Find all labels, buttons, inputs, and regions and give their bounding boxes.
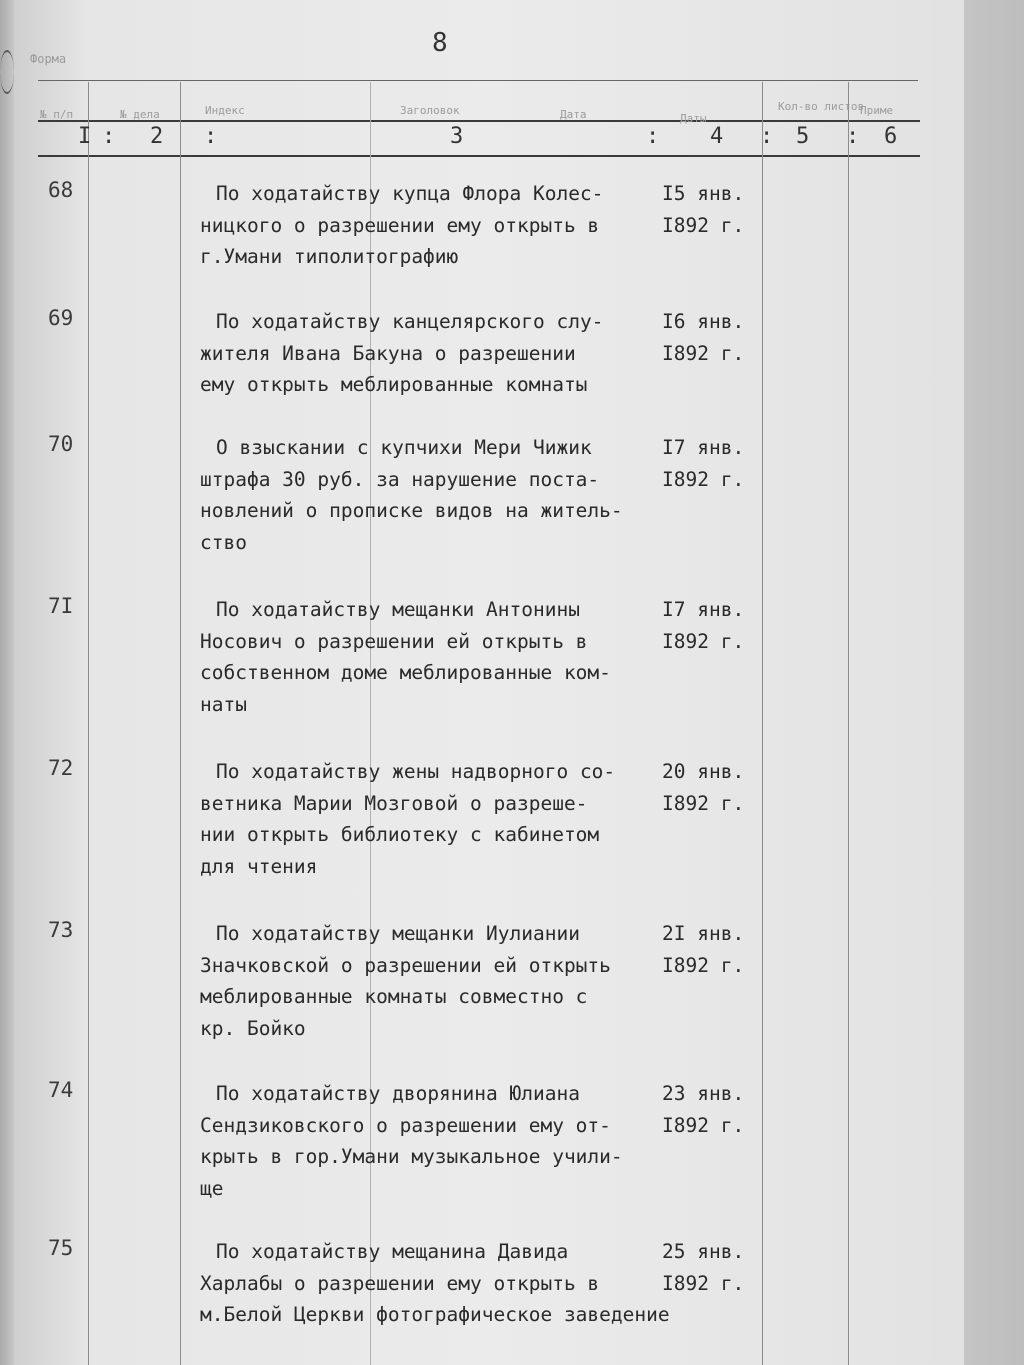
- column-divider-4: [762, 82, 763, 1365]
- entry-date: [662, 918, 744, 981]
- entry-description-line: для чтения: [200, 854, 318, 878]
- entry-description-line: новлений о прописке видов на житель-: [200, 499, 623, 522]
- column-header-row: I : 2 : 3 : 4 : 5 : 6: [78, 124, 898, 149]
- entry-number: 7I: [48, 594, 74, 618]
- col-header-6: 6: [884, 124, 898, 149]
- col-header-4: 4: [710, 124, 724, 149]
- entry-date: [662, 306, 744, 369]
- entry-description-line: По ходатайству дворянина Юлиана: [216, 1082, 580, 1105]
- page-number: 8: [432, 28, 448, 58]
- entry-description-line: г.Умани типолитографию: [200, 245, 459, 268]
- entry-description-line: кр. Бойко: [200, 1016, 306, 1040]
- header-small-title: Заголовок: [400, 104, 460, 117]
- entry-description: [200, 918, 660, 1044]
- entry-date-line: 2I янв.: [662, 922, 745, 945]
- header-rule-lower: [38, 155, 920, 157]
- binding-mark: [0, 50, 14, 94]
- entry-date-line: I7 янв.: [662, 436, 745, 459]
- entry-date-line: I892 г.: [662, 629, 745, 653]
- entry-description-line: По ходатайству купца Флора Колес-: [216, 182, 604, 205]
- entry-description-line: По ходатайству канцелярского слу-: [216, 310, 604, 333]
- entry-date-line: 23 янв.: [662, 1082, 745, 1105]
- entry-description-line: собственном доме меблированные ком-: [200, 661, 611, 684]
- entry-date: [662, 756, 744, 819]
- col-header-3: 3: [450, 124, 464, 149]
- entry-number: 68: [48, 178, 74, 202]
- margin-label: Форма: [30, 52, 67, 66]
- entry-number: 70: [48, 432, 74, 456]
- entry-date-line: I892 г.: [662, 341, 745, 365]
- entry-date-line: I892 г.: [662, 1113, 745, 1137]
- entry-number: 73: [48, 918, 74, 942]
- entry-description-line: жителя Ивана Бакуна о разрешении: [200, 341, 576, 365]
- column-divider-2: [180, 82, 181, 1365]
- entry-description-line: Значковской о разрешении ей открыть: [200, 953, 611, 977]
- entry-date-line: I892 г.: [662, 953, 745, 977]
- entry-date-line: I892 г.: [662, 1271, 745, 1295]
- entry-description-line: По ходатайству мещанина Давида: [216, 1240, 569, 1263]
- entry-date-line: 20 янв.: [662, 760, 745, 783]
- entry-date: [662, 178, 744, 241]
- entry-description-line: О взыскании с купчихи Мери Чижик: [216, 436, 592, 459]
- entry-description: [200, 1236, 670, 1331]
- header-small-notes: Приме: [860, 104, 894, 117]
- col-header-1: I: [78, 124, 92, 149]
- entry-description: [200, 432, 660, 558]
- entry-date-line: I5 янв.: [662, 182, 745, 205]
- entry-description: [200, 178, 660, 273]
- entry-description-line: м.Белой Церкви фотографическое заведение: [200, 1303, 670, 1326]
- entry-description-line: ницкого о разрешении ему открыть в: [200, 213, 600, 237]
- entry-date-line: 25 янв.: [662, 1240, 745, 1263]
- entry-description-line: Носович о разрешении ей открыть в: [200, 629, 588, 653]
- right-page-edge: [964, 0, 1024, 1365]
- header-top-rule: [38, 80, 918, 81]
- entry-description-line: ветника Марии Мозговой о разреше-: [200, 791, 588, 815]
- entry-description-line: штрафа 30 руб. за нарушение поста-: [200, 467, 600, 491]
- entry-description-line: Сендзиковского о разрешении ему от-: [200, 1113, 611, 1137]
- entry-description-line: ему открыть меблированные комнаты: [200, 373, 588, 396]
- entry-description-line: По ходатайству мещанки Антонины: [216, 598, 580, 621]
- entry-number: 69: [48, 306, 74, 330]
- entry-date-line: I7 янв.: [662, 598, 745, 621]
- entry-date: [662, 1236, 744, 1299]
- entry-description-line: меблированные комнаты совместно с: [200, 985, 588, 1008]
- entry-description-line: нии открыть библиотеку с кабинетом: [200, 823, 600, 846]
- col-header-2: 2: [150, 124, 164, 149]
- entry-date: [662, 432, 744, 495]
- column-divider-1: [88, 82, 89, 1365]
- header-small-dates: Даты: [680, 112, 707, 125]
- entry-description: [200, 756, 660, 882]
- entry-description-line: По ходатайству жены надворного со-: [216, 760, 616, 783]
- left-page-edge: [0, 0, 14, 1365]
- header-small-date: Дата: [560, 108, 587, 121]
- entry-description-line: Харлабы о разрешении ему открыть в: [200, 1271, 600, 1295]
- entry-date-line: I892 г.: [662, 213, 745, 237]
- entry-description-line: крыть в гор.Умани музыкальное учили-: [200, 1145, 623, 1168]
- column-divider-5: [848, 82, 849, 1365]
- entry-description: [200, 1078, 660, 1204]
- entry-number: 72: [48, 756, 74, 780]
- header-small-index: Индекс: [205, 104, 245, 117]
- header-small-case: № дела: [120, 108, 160, 121]
- entry-date: [662, 1078, 744, 1141]
- entry-number: 74: [48, 1078, 74, 1102]
- entry-date-line: I6 янв.: [662, 310, 745, 333]
- header-small-sheets: Кол-во листов: [778, 100, 865, 113]
- entry-description-line: ство: [200, 530, 247, 554]
- entry-description: [200, 594, 660, 720]
- entry-description: [200, 306, 660, 401]
- header-rule-upper: [38, 120, 920, 122]
- entry-description-line: наты: [200, 692, 247, 716]
- entry-description-line: По ходатайству мещанки Иулиании: [216, 922, 580, 945]
- entry-date-line: I892 г.: [662, 467, 745, 491]
- header-small-num: № п/п: [40, 108, 74, 121]
- entry-date: [662, 594, 744, 657]
- entry-number: 75: [48, 1236, 74, 1260]
- col-header-5: 5: [796, 124, 810, 149]
- entry-description-line: ще: [200, 1176, 224, 1200]
- entry-date-line: I892 г.: [662, 791, 745, 815]
